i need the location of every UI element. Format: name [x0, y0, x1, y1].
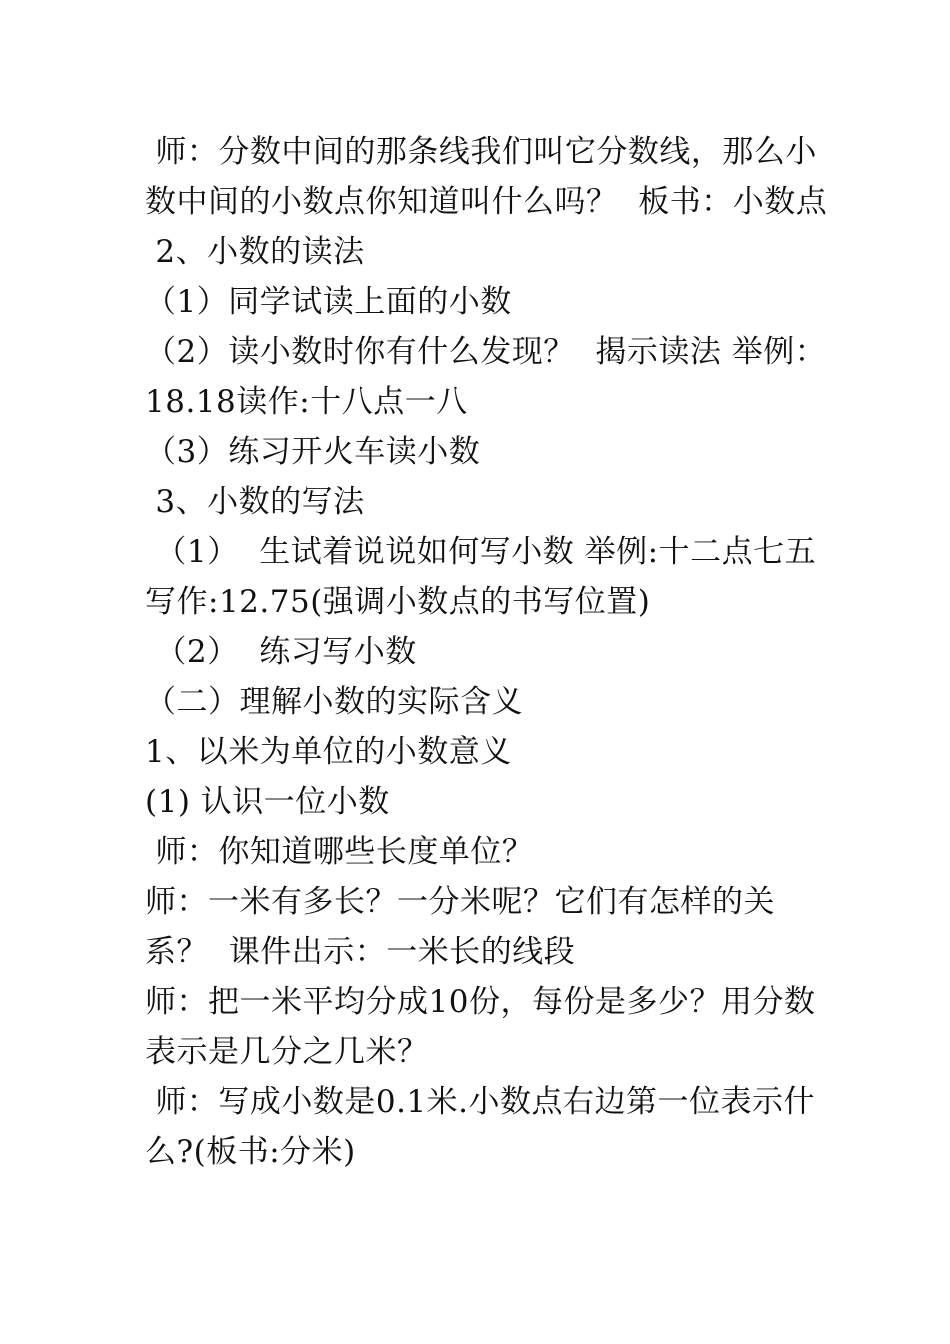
paragraph-write-as-decimal: 师：写成小数是0.1米.小数点右边第一位表示什么?(板书:分米): [145, 1084, 816, 1170]
list-item-one-decimal-place: (1) 认识一位小数: [145, 784, 390, 820]
heading-reading-decimals: 2、小数的读法: [145, 234, 365, 270]
heading-meaning-of-decimals: （二）理解小数的实际含义: [145, 684, 523, 720]
list-item-practice-writing: （2） 练习写小数: [145, 634, 417, 670]
heading-writing-decimals: 3、小数的写法: [145, 484, 365, 520]
paragraph-meter-decimeter: 师：一米有多长？一分米呢？它们有怎样的关系？ 课件出示：一米长的线段: [145, 884, 775, 970]
subheading-meter-unit: 1、以米为单位的小数意义: [145, 734, 512, 770]
list-item-reading-discovery: （2）读小数时你有什么发现？ 揭示读法 举例：18.18读作:十八点一八: [145, 334, 827, 420]
paragraph-divide-meter: 师：把一米平均分成10份，每份是多少？用分数表示是几分之几米？: [145, 984, 816, 1070]
document-body: [145, 127, 835, 1177]
list-item-train-reading: （3）练习开火车读小数: [145, 434, 481, 470]
paragraph-teacher-fraction-line: 师：分数中间的那条线我们叫它分数线，那么小数中间的小数点你知道叫什么吗？ 板书：小数点: [145, 134, 828, 220]
list-item-try-reading: （1）同学试读上面的小数: [145, 284, 512, 320]
paragraph-length-units: 师：你知道哪些长度单位？: [145, 834, 534, 870]
list-item-how-to-write: （1） 生试着说说如何写小数 举例:十二点七五写作:12.75(强调小数点的书写位置): [145, 534, 817, 620]
